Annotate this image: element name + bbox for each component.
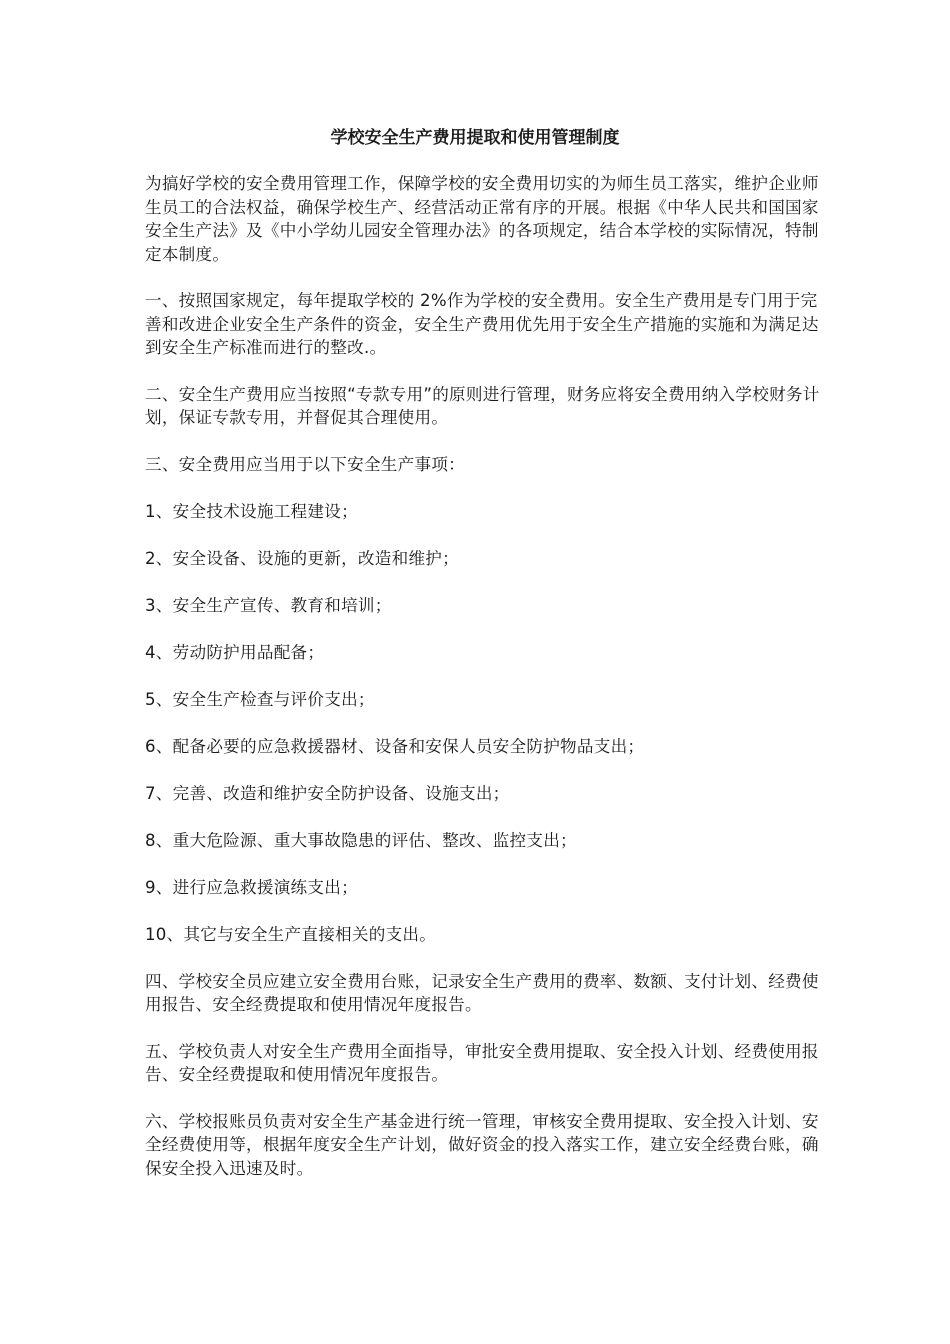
list-item: 9、进行应急救援演练支出； (145, 877, 358, 897)
list-item: 6、配备必要的应急救援器材、设备和安保人员安全防护物品支出； (145, 736, 645, 756)
document-title: 学校安全生产费用提取和使用管理制度 (330, 128, 620, 148)
document-body (145, 172, 821, 1203)
list-item: 1、安全技术设施工程建设； (145, 501, 358, 521)
list-item: 7、完善、改造和维护安全防护设备、设施支出； (145, 783, 510, 803)
list-item: 2、安全设备、设施的更新，改造和维护； (145, 548, 459, 568)
section-6-paragraph: 六、学校报账员负责对安全生产基金进行统一管理，审核安全费用提取、安全投入计划、安全经费使用等，根据年度安全生产计划，做好资金的投入落实工作，建立安全经费台账，确保安全投入迅速及时。 (145, 1111, 819, 1178)
list-item: 10、其它与安全生产直接相关的支出。 (145, 924, 437, 944)
section-2-paragraph: 二、安全生产费用应当按照“专款专用”的原则进行管理，财务应将安全费用纳入学校财务计划，保证专款专用，并督促其合理使用。 (145, 384, 820, 427)
section-5-paragraph: 五、学校负责人对安全生产费用全面指导，审批安全费用提取、安全投入计划、经费使用报告、安全经费提取和使用情况年度报告。 (145, 1041, 819, 1084)
section-1-paragraph: 一、按照国家规定，每年提取学校的 2%作为学校的安全费用。安全生产费用是专门用于完善和改进企业安全生产条件的资金，安全生产费用优先用于安全生产措施的实施和为满足达到安全生产标准而进行的整改.。 (145, 291, 819, 357)
section-3-heading: 三、安全费用应当用于以下安全生产事项： (145, 454, 466, 474)
list-item: 3、安全生产宣传、教育和培训； (145, 595, 392, 615)
list-item: 8、重大危险源、重大事故隐患的评估、整改、监控支出； (145, 830, 577, 850)
section-4-paragraph: 四、学校安全员应建立安全费用台账，记录安全生产费用的费率、数额、支付计划、经费使用报告、安全经费提取和使用情况年度报告。 (145, 971, 819, 1014)
list-item: 5、安全生产检查与评价支出； (145, 689, 375, 709)
list-item: 4、劳动防护用品配备； (145, 642, 325, 662)
intro-paragraph: 为搞好学校的安全费用管理工作，保障学校的安全费用切实的为师生员工落实，维护企业师生员工的合法权益，确保学校生产、经营活动正常有序的开展。根据《中华人民共和国国家安全生产法》及《中小学幼儿园安全管理办法》的各项规定，结合本学校的实际情况，特制定本制度。 (145, 174, 819, 264)
